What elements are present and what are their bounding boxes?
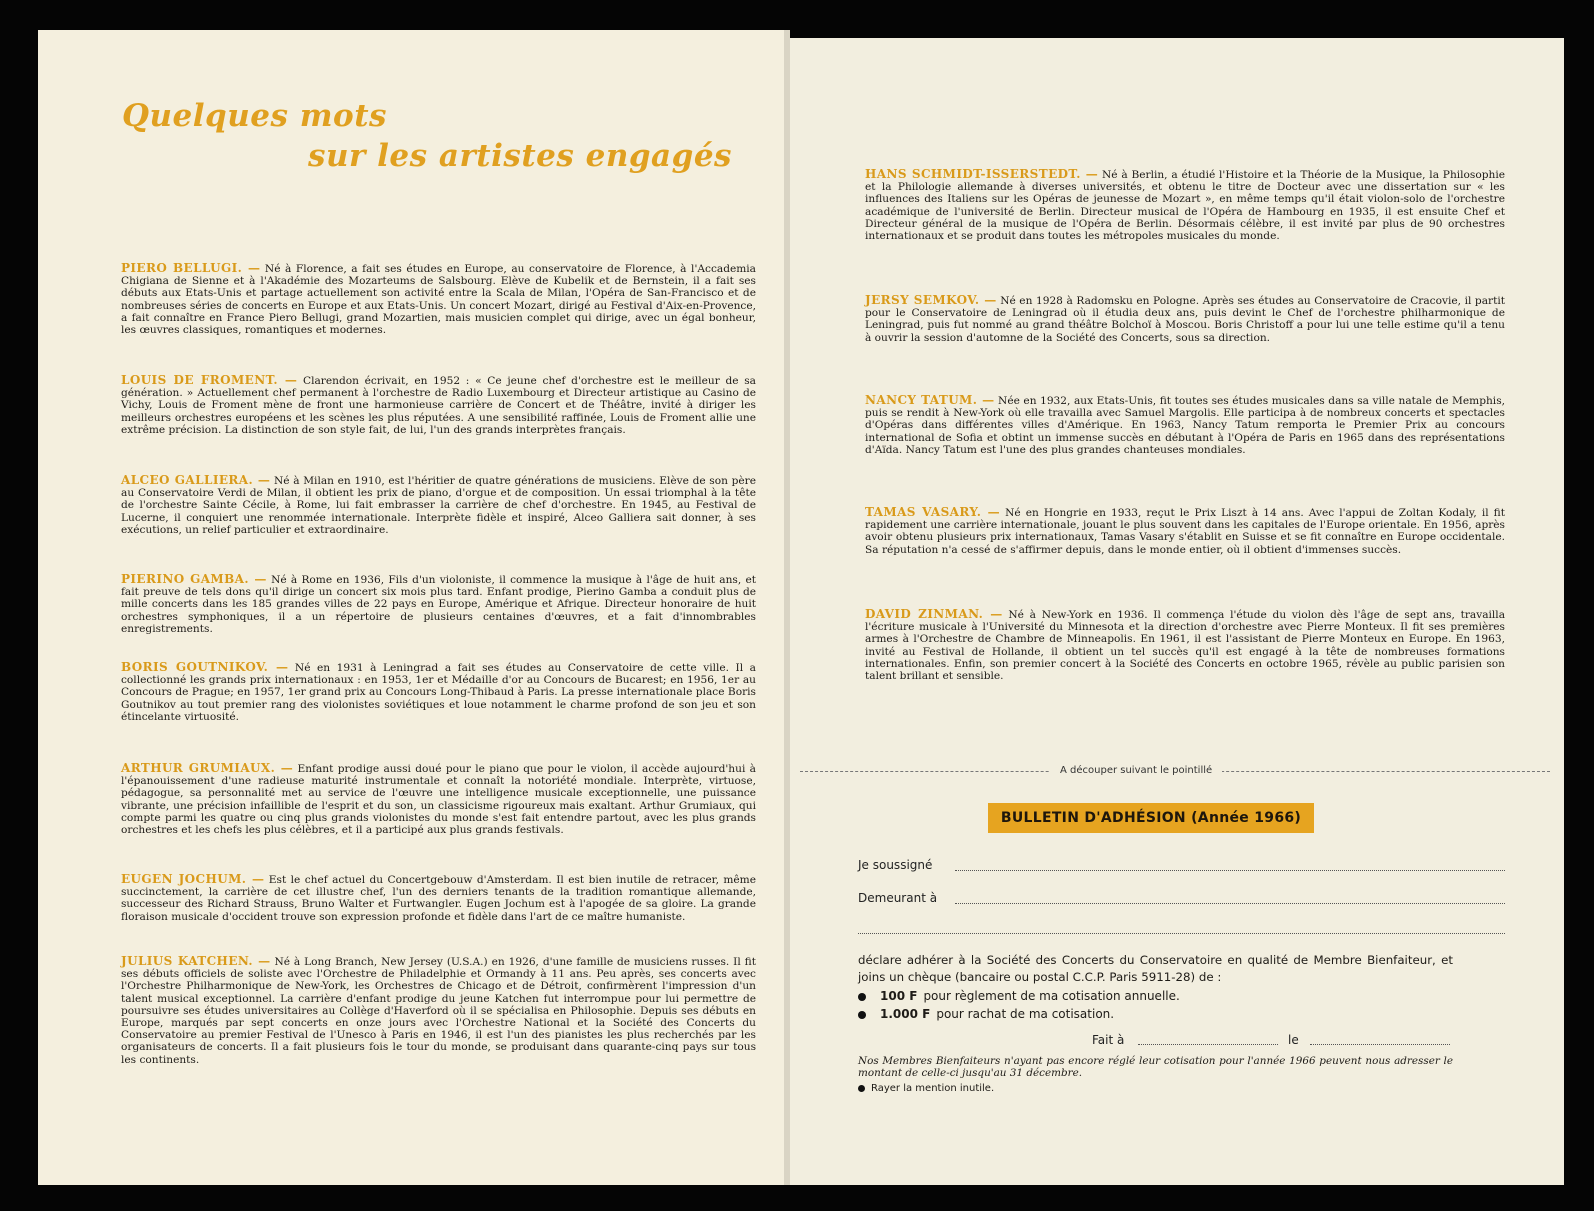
title-line-2: sur les artistes engagés: [308, 138, 732, 174]
artist-name: PIERO BELLUGI. —: [121, 261, 261, 275]
artist-bio: Enfant prodige aussi doué pour le piano que pour le violon, il accède aujourd'hui à l'épanouissement d'une radieuse maturité instrumentale et connaît la notoriété mondiale. Interprète, virtuose, pédagogue, sa personnalité met au service de l'œuvre une intelligence musicale exceptionnelle, une puissance vibrante, une précision infaillible de l'esprit et du son, un classicisme rigoureux mais exaltant. Arthur Grumiaux, qui compte parmi les quatre ou cinq plus grands violonistes du monde s'est fait entendre partout, avec les plus grands orchestres et les chefs les plus célèbres, et il a participé aux plus grands festivals.: [121, 763, 756, 837]
artist-name: LOUIS DE FROMENT. —: [121, 373, 298, 387]
title-line-1: Quelques mots: [122, 98, 387, 134]
artist-bio: Né à Rome en 1936, Fils d'un violoniste, il commence la musique à l'âge de huit ans, et fait preuve de tels dons qu'il dirige un concert six mois plus tard. Enfant prodige, Pierino Gamba a conduit plus de mille concerts dans les 185 grandes villes de 22 pays en Europe, Amérique et Afrique. Directeur honoraire de huit orchestres symphoniques, il a un répertoire de plusieurs centaines d'œuvres, et a fait d'innombrables enregistrements.: [121, 574, 756, 635]
artist-name: TAMAS VASARY. —: [865, 505, 1001, 519]
soussigne-label: Je soussigné: [858, 858, 933, 872]
artist-name: HANS SCHMIDT-ISSERSTEDT. —: [865, 167, 1099, 181]
artist-entry-galliera: [121, 474, 756, 536]
artist-entry-vasary: [865, 506, 1505, 556]
fait-a-label: Fait à: [1092, 1033, 1125, 1047]
artist-bio: Née en 1932, aux Etats-Unis, fit toutes ses études musicales dans sa ville natale de Memphis, puis se rendit à New-York où elle travailla avec Samuel Margolis. Elle participa à de nombreux concerts et spectacles d'Opéras dans différentes villes d'Amérique. En 1963, Nancy Tatum remporta le Premier Prix au concours international de Sofia et obtint un immense succès en débutant à l'Opéra de Paris en 1965 dans des représentations d'Aïda. Nancy Tatum est l'une des plus grandes chanteuses mondiales.: [865, 395, 1505, 456]
artist-entry-bellugi: [121, 262, 756, 336]
artist-entry-tatum: [865, 394, 1505, 456]
artist-bio: Né à Florence, a fait ses études en Europe, au conservatoire de Florence, à l'Accademia Chigiana de Sienne et à l'Akadémie des Mozarteums de Salsbourg. Elève de Kubelik et de Bernstein, il a fait ses débuts aux Etats-Unis et partage actuellement son activité entre la Scala de Milan, l'Opéra de San-Francisco et de nombreuses séries de concerts en Europe et aux Etats-Unis. Un concert Mozart, dirigé au Festival d'Aix-en-Provence, a fait connaître en France Piero Bellugi, grand Mozartien, mais musicien complet qui dirige, avec un égal bonheur, les œuvres classiques, romantiques et modernes.: [121, 263, 756, 337]
bienfaiteurs-note: Nos Membres Bienfaiteurs n'ayant pas encore réglé leur cotisation pour l'année 1966 peuvent nous adresser le montant de celle-ci jusqu'au 31 décembre.: [858, 1055, 1453, 1079]
option-text: pour règlement de ma cotisation annuelle.: [923, 989, 1180, 1003]
bullet-icon: [858, 993, 866, 1001]
artist-entry-goutnikov: [121, 661, 756, 723]
artist-name: DAVID ZINMAN. —: [865, 607, 1003, 621]
artist-bio: Né à Berlin, a étudié l'Histoire et la Théorie de la Musique, la Philosophie et la Philologie allemande à diverses universités, et obtenu le titre de Docteur avec une dissertation sur « les influences des Italiens sur les Opéras de jeunesse de Mozart », en même temps qu'il était violon-solo de l'orchestre académique de l'université de Berlin. Directeur musical de l'Opéra de Hambourg en 1935, il est ensuite Chef et Directeur général de la musique de l'Opéra de Berlin. Désormais célèbre, il est invité par plus de 90 orchestres internationaux et se produit dans toutes les métropoles musicales du monde.: [865, 169, 1505, 243]
bullet-icon: [858, 1085, 865, 1092]
date-field[interactable]: [1310, 1044, 1450, 1045]
artist-bio: Né en 1928 à Radomsku en Pologne. Après ses études au Conservatoire de Cracovie, il partit pour le Conservatoire de Leningrad où il étudia deux ans, puis devint le Chef de l'orchestre philharmonique de Leningrad, puis fut nommé au grand théâtre Bolchoï à Moscou. Boris Christoff a pour lui une telle estime qu'il a tenu à ouvrir la session d'automne de la Société des Concerts, sous sa direction.: [865, 295, 1505, 344]
membership-form-title: BULLETIN D'ADHÉSION (Année 1966): [988, 803, 1314, 833]
artist-entry-katchen: [121, 955, 756, 1066]
artist-name: JULIUS KATCHEN. —: [121, 954, 271, 968]
artist-name: JERSY SEMKOV. —: [865, 293, 997, 307]
fait-a-field[interactable]: [1138, 1044, 1278, 1045]
artist-name: EUGEN JOCHUM. —: [121, 872, 265, 886]
demeurant-field[interactable]: [955, 903, 1505, 904]
right-page: [790, 38, 1564, 1185]
option-text: pour rachat de ma cotisation.: [936, 1007, 1115, 1021]
option-amount: 100 F: [880, 989, 918, 1003]
artist-bio: Est le chef actuel du Concertgebouw d'Amsterdam. Il est bien inutile de retracer, même succinctement, la carrière de cet illustre chef, l'un des derniers tenants de la tradition romantique allemande, successeur des Richard Strauss, Bruno Walter et Furtwangler. Eugen Jochum est à l'apogée de sa gloire. La grande floraison musicale d'occident trouve son expression profonde et fidèle dans l'art de ce maître humaniste.: [121, 874, 756, 923]
option-amount: 1.000 F: [880, 1007, 931, 1021]
artist-entry-jochum: [121, 873, 756, 923]
bullet-icon: [858, 1011, 866, 1019]
artist-bio: Né à New-York en 1936. Il commença l'étude du violon dès l'âge de sept ans, travailla l'écriture musicale à l'Université du Minnesota et la direction d'orchestre avec Pierre Monteux. Il fit ses premières armes à l'Orchestre de Chambre de Minneapolis. En 1961, il est l'assistant de Pierre Monteux en Europe. En 1963, invité au Festival de Hollande, il obtient un tel succès qu'il est engagé à la tête de nombreuses formations internationales. Enfin, son premier concert à la Société des Concerts en octobre 1965, révèle au public parisien son talent brillant et sensible.: [865, 609, 1506, 683]
artist-name: NANCY TATUM. —: [865, 393, 995, 407]
artist-bio: Né à Milan en 1910, est l'héritier de quatre générations de musiciens. Elève de son père au Conservatoire Verdi de Milan, il obtient les prix de piano, d'orgue et de composition. Un essai triomphal à la tête de l'orchestre Sainte Cécile, à Rome, lui fait embrasser la carrière de chef d'orchestre. En 1945, au Festival de Lucerne, il conquiert une renommée internationale. Interprète fidèle et inspiré, Alceo Galliera sait donner, à ses exécutions, un relief particulier et extraordinaire.: [121, 475, 756, 536]
artist-entry-gamba: [121, 573, 756, 635]
artist-name: ARTHUR GRUMIAUX. —: [121, 761, 294, 775]
artist-entry-zinman: [865, 608, 1505, 682]
artist-name: ALCEO GALLIERA. —: [121, 473, 271, 487]
address-field[interactable]: [858, 933, 1505, 934]
artist-name: BORIS GOUTNIKOV. —: [121, 660, 289, 674]
artist-name: PIERINO GAMBA. —: [121, 572, 267, 586]
option-rachat[interactable]: [858, 1007, 1114, 1021]
artist-bio: Né à Long Branch, New Jersey (U.S.A.) en 1926, d'une famille de musiciens russes. Il fit ses débuts officiels de soliste avec l'Orchestre de Philadelphie et Ormandy à 11 ans. Peu après, ses concerts avec l'Orchestre Philharmonique de New-York, les Orchestres de Chicago et de Détroit, confirmèrent l'impression d'un talent musical exceptionnel. La carrière d'enfant prodige du jeune Katchen fut interrompue pour lui permettre de poursuivre ses études universitaires au Collège d'Haverford où il se spécialisa en Philosophie. Depuis ses débuts en Europe, marqués par sept concerts en onze jours avec l'Orchestre National et la Société des Concerts du Conservatoire au premier Festival de l'Unesco à Paris en 1946, il est l'un des pianistes les plus recherchés par les organisateurs de concerts. Il a fait plusieurs fois le tour du monde, se produisant dans quarante-cinq pays sur tous les continents.: [121, 956, 756, 1066]
rayer-text: Rayer la mention inutile.: [871, 1083, 995, 1094]
declaration-text: déclare adhérer à la Société des Concerts du Conservatoire en qualité de Membre Bienfaiteur, et joins un chèque (bancaire ou postal C.C.P. Paris 5911-28) de :: [858, 953, 1453, 984]
artist-entry-semkov: [865, 294, 1505, 344]
left-page: [38, 30, 784, 1185]
artist-bio: Né en 1931 à Leningrad a fait ses études au Conservatoire de cette ville. Il a collectionné les grands prix internationaux : en 1953, 1er et Médaille d'or au Concours de Bucarest; en 1956, 1er au Concours de Prague; en 1957, 1er grand prix au Concours Long-Thibaud à Paris. La presse internationale place Boris Goutnikov au tout premier rang des violonistes soviétiques et loue notamment le charme profond de son jeu et son étincelante virtuosité.: [121, 662, 756, 723]
artist-entry-grumiaux: [121, 762, 756, 836]
artist-entry-froment: [121, 374, 756, 436]
demeurant-label: Demeurant à: [858, 891, 938, 905]
rayer-note: [858, 1083, 994, 1094]
option-annual[interactable]: [858, 989, 1180, 1003]
artist-bio: Clarendon écrivait, en 1952 : « Ce jeune chef d'orchestre est le meilleur de sa génération. » Actuellement chef permanent à l'orchestre de Radio Luxembourg et Directeur artistique au Casino de Vichy, Louis de Froment mène de front une harmonieuse carrière de Concert et de Théâtre, invité à diriger les meilleurs orchestres européens et les scènes les plus réputées. A une sensibilité raffinée, Louis de Froment allie une extrême précision. La distinction de son style fait, de lui, l'un des grands interprètes français.: [121, 375, 756, 436]
soussigne-field[interactable]: [955, 870, 1505, 871]
cut-label: A découper suivant le pointillé: [1050, 765, 1222, 776]
artist-entry-schmidt-isserstedt: [865, 168, 1505, 242]
artist-bio: Né en Hongrie en 1933, reçut le Prix Liszt à 14 ans. Avec l'appui de Zoltan Kodaly, il fit rapidement une carrière internationale, jouant le plus souvent dans les capitales de l'Europe orientale. En 1956, après avoir obtenu plusieurs prix internationaux, Tamas Vasary s'établit en Suisse et se fit connaître en Europe occidentale. Sa réputation n'a cessé de s'affirmer depuis, dans le monde entier, où il obtient d'immenses succès.: [865, 507, 1505, 556]
le-label: le: [1288, 1033, 1299, 1047]
